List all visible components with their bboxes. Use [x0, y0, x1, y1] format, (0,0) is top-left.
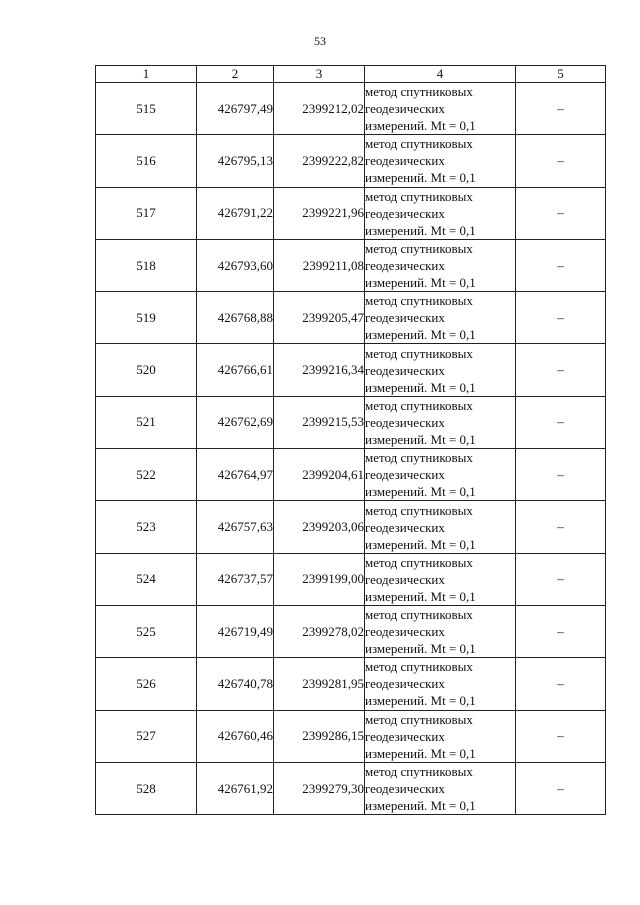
point-number-cell: 527: [96, 710, 197, 762]
column-5-cell: –: [516, 501, 606, 553]
y-coordinate-cell: 2399205,47: [274, 292, 365, 344]
method-cell: метод спутниковых геодезических измерений. Mt = 0,1: [365, 135, 516, 187]
y-coordinate-cell: 2399216,34: [274, 344, 365, 396]
method-cell: метод спутниковых геодезических измерений. Mt = 0,1: [365, 83, 516, 135]
y-coordinate-cell: 2399222,82: [274, 135, 365, 187]
x-coordinate-cell: 426793,60: [197, 239, 274, 291]
x-coordinate-cell: 426757,63: [197, 501, 274, 553]
y-coordinate-cell: 2399221,96: [274, 187, 365, 239]
y-coordinate-cell: 2399281,95: [274, 658, 365, 710]
y-coordinate-cell: 2399212,02: [274, 83, 365, 135]
header-col-4: 4: [365, 66, 516, 83]
x-coordinate-cell: 426791,22: [197, 187, 274, 239]
point-number-cell: 516: [96, 135, 197, 187]
method-cell: метод спутниковых геодезических измерений. Mt = 0,1: [365, 396, 516, 448]
table-row: [96, 762, 606, 814]
point-number-cell: 519: [96, 292, 197, 344]
y-coordinate-cell: 2399286,15: [274, 710, 365, 762]
y-coordinate-cell: 2399203,06: [274, 501, 365, 553]
point-number-cell: 522: [96, 449, 197, 501]
x-coordinate-cell: 426762,69: [197, 396, 274, 448]
x-coordinate-cell: 426768,88: [197, 292, 274, 344]
x-coordinate-cell: 426764,97: [197, 449, 274, 501]
coordinates-table: [95, 65, 606, 815]
header-col-3: 3: [274, 66, 365, 83]
column-5-cell: –: [516, 83, 606, 135]
point-number-cell: 517: [96, 187, 197, 239]
table-row: [96, 135, 606, 187]
y-coordinate-cell: 2399199,00: [274, 553, 365, 605]
table-row: [96, 344, 606, 396]
column-5-cell: –: [516, 396, 606, 448]
method-cell: метод спутниковых геодезических измерений. Mt = 0,1: [365, 710, 516, 762]
column-5-cell: –: [516, 658, 606, 710]
column-5-cell: –: [516, 187, 606, 239]
method-cell: метод спутниковых геодезических измерений. Mt = 0,1: [365, 292, 516, 344]
table-row: [96, 187, 606, 239]
point-number-cell: 515: [96, 83, 197, 135]
method-cell: метод спутниковых геодезических измерений. Mt = 0,1: [365, 501, 516, 553]
method-cell: метод спутниковых геодезических измерений. Mt = 0,1: [365, 762, 516, 814]
header-col-1: 1: [96, 66, 197, 83]
point-number-cell: 528: [96, 762, 197, 814]
table-body: [96, 83, 606, 815]
header-col-2: 2: [197, 66, 274, 83]
column-5-cell: –: [516, 239, 606, 291]
table-header-row: [96, 66, 606, 83]
x-coordinate-cell: 426797,49: [197, 83, 274, 135]
page-number: 53: [314, 34, 326, 48]
x-coordinate-cell: 426795,13: [197, 135, 274, 187]
point-number-cell: 521: [96, 396, 197, 448]
column-5-cell: –: [516, 553, 606, 605]
method-cell: метод спутниковых геодезических измерений. Mt = 0,1: [365, 344, 516, 396]
x-coordinate-cell: 426740,78: [197, 658, 274, 710]
y-coordinate-cell: 2399211,08: [274, 239, 365, 291]
point-number-cell: 524: [96, 553, 197, 605]
method-cell: метод спутниковых геодезических измерений. Mt = 0,1: [365, 605, 516, 657]
table-row: [96, 83, 606, 135]
point-number-cell: 518: [96, 239, 197, 291]
method-cell: метод спутниковых геодезических измерений. Mt = 0,1: [365, 658, 516, 710]
table-row: [96, 710, 606, 762]
column-5-cell: –: [516, 344, 606, 396]
method-cell: метод спутниковых геодезических измерений. Mt = 0,1: [365, 239, 516, 291]
table-row: [96, 605, 606, 657]
table-row: [96, 239, 606, 291]
method-cell: метод спутниковых геодезических измерений. Mt = 0,1: [365, 449, 516, 501]
column-5-cell: –: [516, 605, 606, 657]
column-5-cell: –: [516, 762, 606, 814]
method-cell: метод спутниковых геодезических измерений. Mt = 0,1: [365, 553, 516, 605]
column-5-cell: –: [516, 710, 606, 762]
point-number-cell: 525: [96, 605, 197, 657]
point-number-cell: 520: [96, 344, 197, 396]
point-number-cell: 526: [96, 658, 197, 710]
table-row: [96, 553, 606, 605]
point-number-cell: 523: [96, 501, 197, 553]
x-coordinate-cell: 426760,46: [197, 710, 274, 762]
table-row: [96, 292, 606, 344]
x-coordinate-cell: 426761,92: [197, 762, 274, 814]
column-5-cell: –: [516, 292, 606, 344]
x-coordinate-cell: 426719,49: [197, 605, 274, 657]
x-coordinate-cell: 426766,61: [197, 344, 274, 396]
method-cell: метод спутниковых геодезических измерений. Mt = 0,1: [365, 187, 516, 239]
table-row: [96, 501, 606, 553]
y-coordinate-cell: 2399279,30: [274, 762, 365, 814]
y-coordinate-cell: 2399215,53: [274, 396, 365, 448]
y-coordinate-cell: 2399204,61: [274, 449, 365, 501]
table-row: [96, 396, 606, 448]
column-5-cell: –: [516, 135, 606, 187]
column-5-cell: –: [516, 449, 606, 501]
table-row: [96, 449, 606, 501]
table-row: [96, 658, 606, 710]
x-coordinate-cell: 426737,57: [197, 553, 274, 605]
y-coordinate-cell: 2399278,02: [274, 605, 365, 657]
header-col-5: 5: [516, 66, 606, 83]
